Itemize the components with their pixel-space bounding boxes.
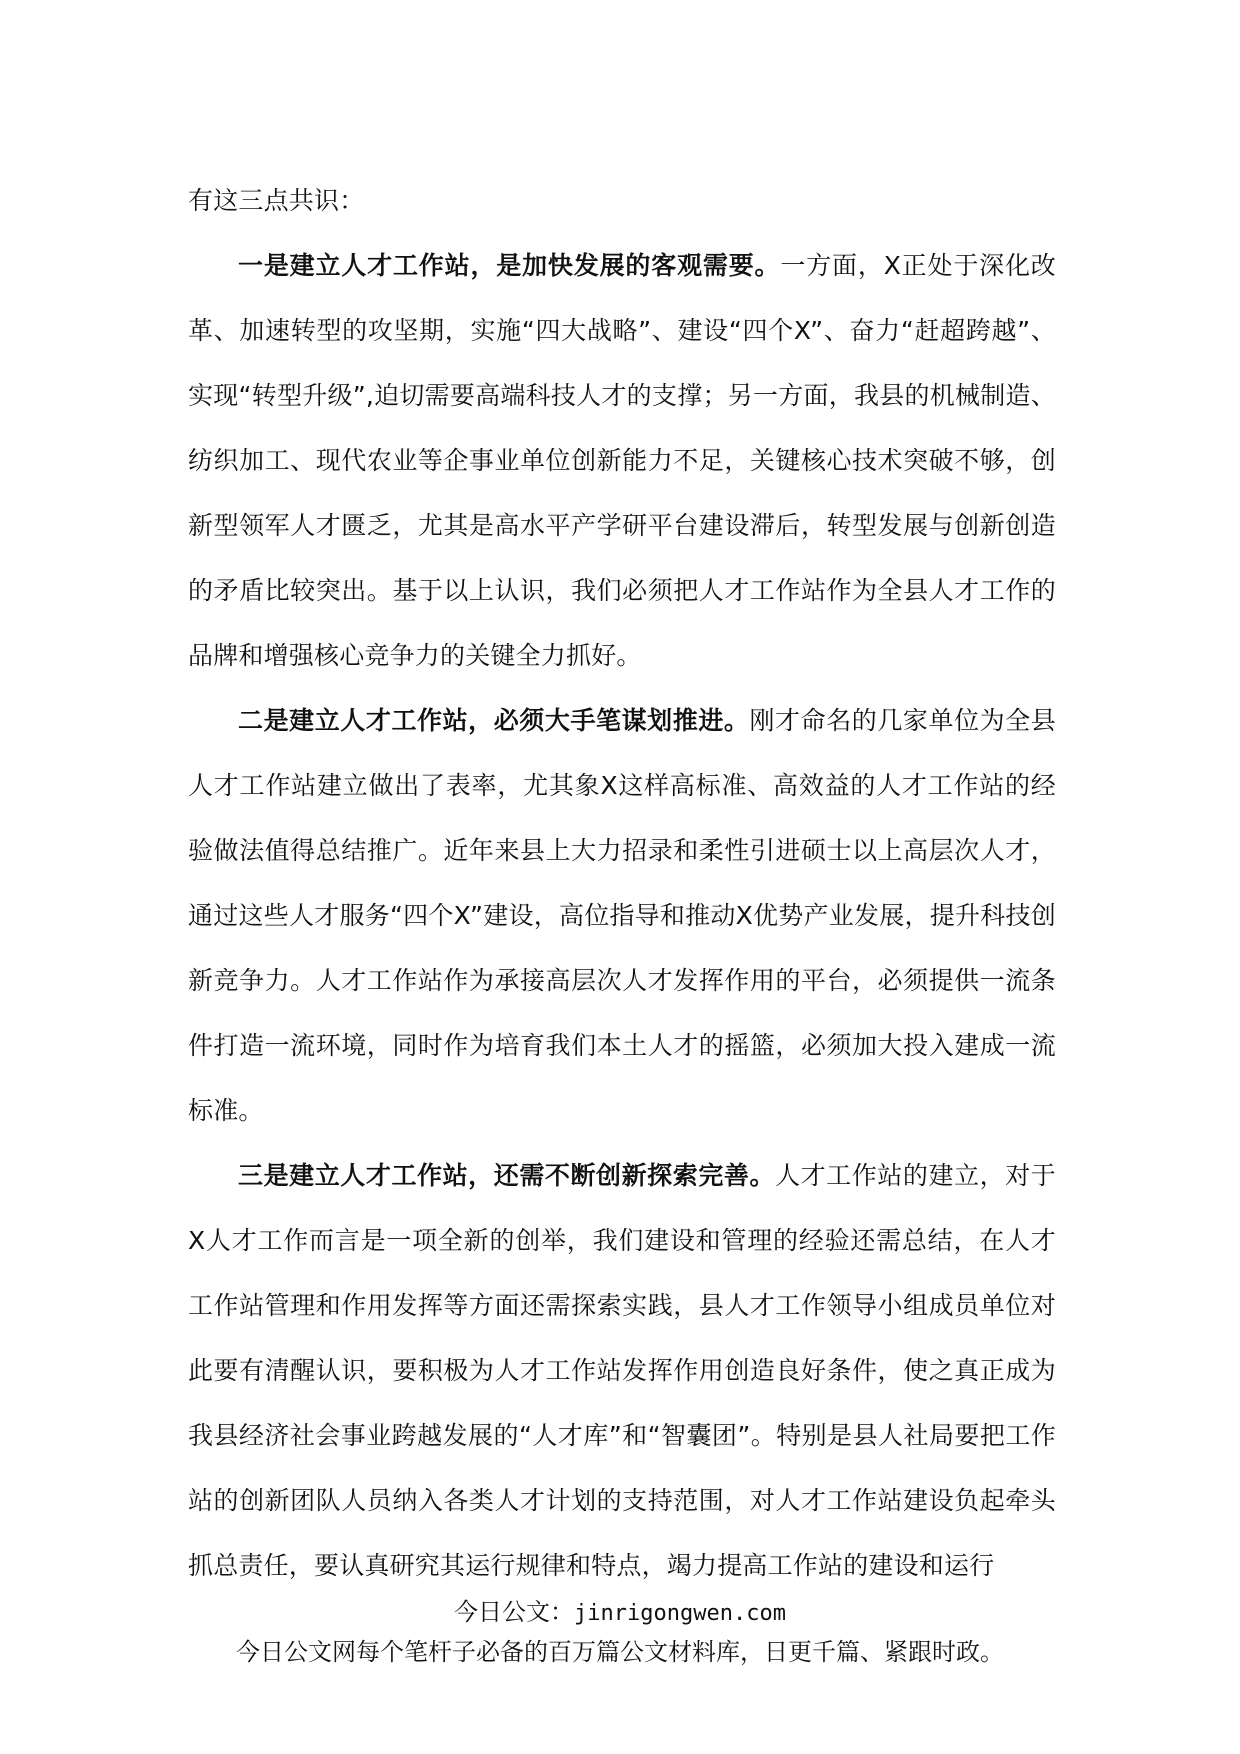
paragraph-3-lead: 三是建立人才工作站，还需不断创新探索完善。 (238, 1161, 776, 1190)
paragraph-1 (188, 233, 1056, 688)
paragraph-1-lead: 一是建立人才工作站，是加快发展的客观需要。 (238, 251, 781, 280)
document-body (188, 168, 1056, 1598)
footer-site-url[interactable]: jinrigongwen.com (574, 1601, 786, 1626)
paragraph-2-text: 刚才命名的几家单位为全县人才工作站建立做出了表率，尤其象X这样高标准、高效益的人才工作站的经验做法值得总结推广。近年来县上大力招录和柔性引进硕士以上高层次人才，通过这些人才服务“四个X”建设，高位指导和推动X优势产业发展，提升科技创新竞争力。人才工作站作为承接高层次人才发挥作用的平台，必须提供一流条件打造一流环境，同时作为培育我们本土人才的摇篮，必须加大投入建成一流标准。 (188, 706, 1056, 1125)
intro-line: 有这三点共识： (188, 186, 365, 215)
paragraph-1-text: 一方面，X正处于深化改革、加速转型的攻坚期，实施“四大战略”、建设“四个X”、奋力“赶超跨越”、实现“转型升级”,迫切需要高端科技人才的支撑；另一方面，我县的机械制造、纺织加工、现代农业等企事业单位创新能力不足，关键核心技术突破不够，创新型领军人才匮乏，尤其是高水平产学研平台建设滞后，转型发展与创新创造的矛盾比较突出。基于以上认识，我们必须把人才工作站作为全县人才工作的品牌和增强核心竞争力的关键全力抓好。 (188, 251, 1056, 670)
footer-site-line (0, 1592, 1240, 1627)
paragraph-2 (188, 688, 1056, 1143)
footer-slogan: 今日公文网每个笔杆子必备的百万篇公文材料库，日更千篇、紧跟时政。 (236, 1638, 1004, 1666)
paragraph-3-text: 人才工作站的建立，对于X人才工作而言是一项全新的创举，我们建设和管理的经验还需总结，在人才工作站管理和作用发挥等方面还需探索实践，县人才工作领导小组成员单位对此要有清醒认识，要积极为人才工作站发挥作用创造良好条件，使之真正成为我县经济社会事业跨越发展的“人才库”和“智囊团”。特别是县人社局要把工作站的创新团队人员纳入各类人才计划的支持范围，对人才工作站建设负起牵头抓总责任，要认真研究其运行规律和特点，竭力提高工作站的建设和运行 (188, 1161, 1057, 1580)
paragraph-2-lead: 二是建立人才工作站，必须大手笔谋划推进。 (238, 706, 750, 735)
footer-site-label: 今日公文： (454, 1598, 575, 1626)
paragraph-3 (188, 1143, 1056, 1598)
